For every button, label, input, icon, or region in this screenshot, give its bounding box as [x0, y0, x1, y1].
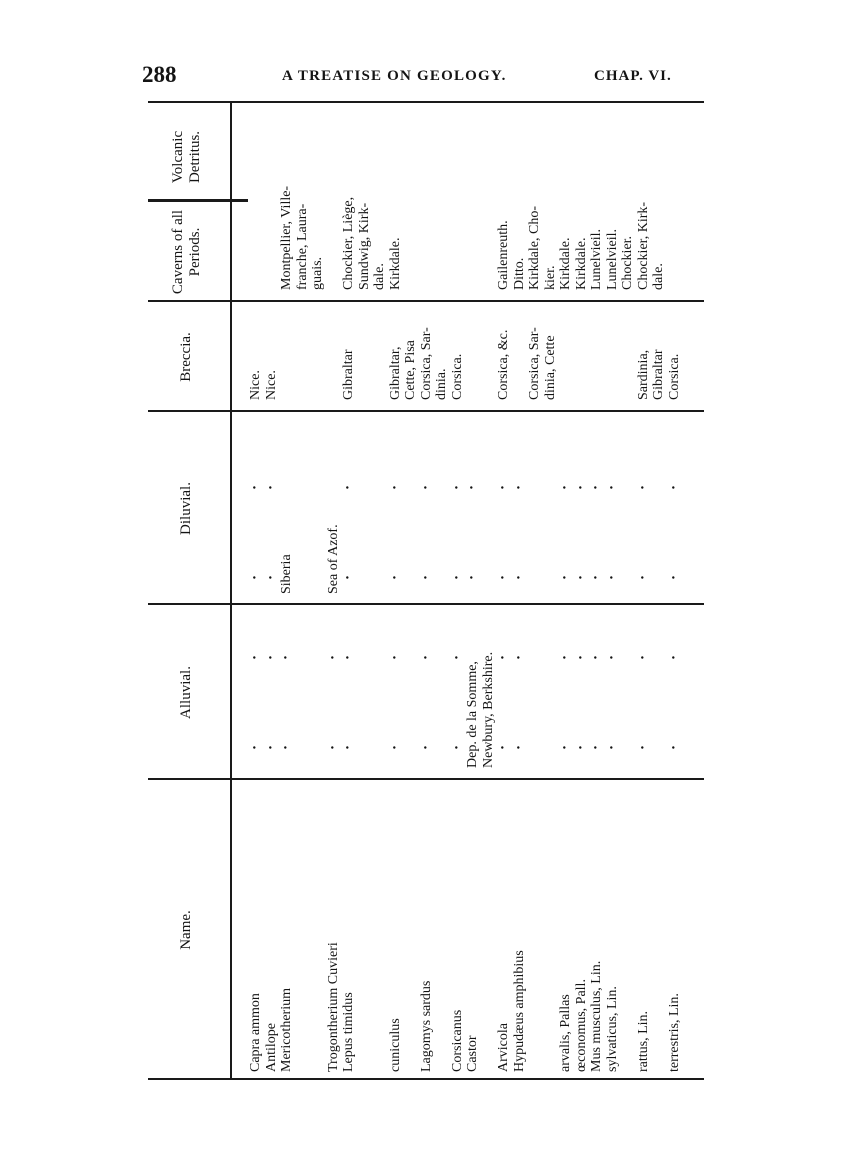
- cell-name: Hypudæus amphibius: [511, 950, 527, 1072]
- leader-dot: ·: [510, 484, 527, 490]
- leader-dot: ·: [262, 654, 279, 660]
- leader-dot: ·: [340, 654, 356, 660]
- leader-dot: ·: [247, 574, 263, 580]
- cell-breccia: Nice.: [263, 370, 279, 400]
- leader-dot: ·: [247, 484, 263, 490]
- chapter-label: CHAP. VI.: [594, 68, 672, 84]
- cell-breccia: Corsica.: [449, 353, 465, 400]
- leader-dot: ·: [588, 654, 604, 660]
- leader-dot: ·: [634, 574, 651, 580]
- cell-caverns: Kirkdale.: [558, 237, 573, 290]
- running-title: A TREATISE ON GEOLOGY.: [282, 68, 507, 84]
- leader-dot: ·: [510, 744, 527, 750]
- cell-name: Lagomys sardus: [418, 980, 434, 1072]
- leader-dot: ·: [386, 654, 403, 660]
- page-number: 288: [142, 62, 177, 87]
- cell-diluvial: Siberia: [279, 554, 294, 594]
- column-header-alluvial: Alluvial.: [178, 666, 194, 719]
- leader-dot: ·: [495, 574, 511, 580]
- cell-breccia: Gibraltar: [651, 349, 666, 400]
- leader-dot: ·: [588, 484, 604, 490]
- leader-dot: ·: [634, 744, 651, 750]
- cell-caverns: Lunelvieil.: [589, 228, 604, 290]
- leader-dot: ·: [603, 654, 620, 660]
- species-distribution-table: [148, 103, 704, 1080]
- cell-name: Trogontherium Cuvieri: [325, 942, 341, 1072]
- leader-dot: ·: [262, 744, 279, 750]
- cell-breccia: dinia, Cette: [542, 335, 558, 400]
- cell-caverns: Gailenreuth.: [496, 220, 511, 290]
- leader-dot: ·: [588, 574, 604, 580]
- leader-dot: ·: [634, 484, 651, 490]
- cell-alluvial: Newbury, Berkshire.: [480, 651, 496, 768]
- leader-dot: ·: [417, 654, 434, 660]
- column-rule: [148, 301, 704, 303]
- leader-dot: ·: [417, 574, 434, 580]
- cell-name: cuniculus: [387, 1018, 403, 1072]
- cell-caverns: Ditto.: [511, 257, 527, 290]
- leader-dot: ·: [665, 744, 682, 750]
- header-rule: [230, 103, 232, 1080]
- column-header-name: Name.: [178, 910, 194, 950]
- cell-caverns: dale.: [651, 263, 666, 290]
- column-header-caverns: Caverns of all Periods.: [170, 209, 203, 295]
- leader-dot: ·: [665, 654, 682, 660]
- cell-caverns: Chockier, Liège,: [341, 196, 356, 290]
- leader-dot: ·: [448, 574, 465, 580]
- leader-dot: ·: [278, 654, 294, 660]
- leader-dot: ·: [386, 574, 403, 580]
- cell-diluvial: Sea of Azof.: [325, 524, 341, 594]
- cell-caverns: Lunelvieil.: [604, 228, 620, 290]
- column-rule: [148, 411, 704, 413]
- leader-dot: ·: [510, 654, 527, 660]
- leader-dot: ·: [262, 574, 279, 580]
- leader-dot: ·: [665, 574, 682, 580]
- cell-breccia: Gibraltar: [341, 349, 356, 400]
- leader-dot: ·: [386, 744, 403, 750]
- leader-dot: ·: [340, 484, 356, 490]
- cell-caverns: Montpellier, Ville-: [279, 185, 294, 290]
- cell-name: rattus, Lin.: [635, 1010, 651, 1072]
- cell-caverns: Kirkdale.: [573, 237, 589, 290]
- cell-caverns: Chockier.: [620, 235, 635, 290]
- cell-breccia: Corsica, &c.: [496, 329, 511, 400]
- cell-name: sylvaticus, Lin.: [604, 986, 620, 1072]
- leader-dot: ·: [510, 574, 527, 580]
- cell-name: œconomus, Pall.: [573, 979, 589, 1072]
- leader-dot: ·: [572, 574, 589, 580]
- leader-dot: ·: [247, 654, 263, 660]
- leader-dot: ·: [572, 654, 589, 660]
- leader-dot: ·: [464, 484, 480, 490]
- cell-name: Antilope: [263, 1023, 279, 1072]
- leader-dot: ·: [572, 744, 589, 750]
- leader-dot: ·: [448, 484, 465, 490]
- leader-dot: ·: [588, 744, 604, 750]
- leader-dot: ·: [495, 744, 511, 750]
- cell-name: Mericotherium: [279, 988, 294, 1072]
- cell-name: Capra ammon: [248, 993, 263, 1072]
- cell-breccia: Nice.: [248, 370, 263, 400]
- leader-dot: ·: [495, 484, 511, 490]
- cell-breccia: Corsica.: [666, 353, 682, 400]
- cell-name: Castor: [465, 1035, 480, 1072]
- cell-breccia: Corsica, Sar-: [418, 327, 434, 400]
- column-rule: [148, 200, 248, 203]
- leader-dot: ·: [262, 484, 279, 490]
- column-header-volcanic: Volcanic Detritus.: [170, 130, 203, 184]
- leader-dot: ·: [557, 574, 573, 580]
- leader-dot: ·: [340, 744, 356, 750]
- column-rule: [148, 779, 704, 781]
- cell-breccia: dinia.: [434, 368, 449, 400]
- leader-dot: ·: [324, 744, 341, 750]
- leader-dot: ·: [603, 574, 620, 580]
- cell-breccia: Gibraltar,: [387, 346, 403, 400]
- cell-name: Mus musculus, Lin.: [589, 960, 604, 1072]
- cell-name: Corsicanus: [449, 1009, 465, 1072]
- cell-caverns: Sundwig, Kirk-: [356, 202, 372, 290]
- leader-dot: ·: [340, 574, 356, 580]
- leader-dot: ·: [417, 744, 434, 750]
- cell-caverns: franche, Laura-: [294, 203, 310, 290]
- leader-dot: ·: [464, 574, 480, 580]
- cell-name: Arvicola: [496, 1023, 511, 1072]
- cell-name: terrestris, Lin.: [666, 993, 682, 1072]
- column-header-breccia: Breccia.: [178, 332, 194, 382]
- leader-dot: ·: [557, 654, 573, 660]
- leader-dot: ·: [603, 744, 620, 750]
- rotated-table-area: [148, 103, 704, 1080]
- leader-dot: ·: [557, 744, 573, 750]
- leader-dot: ·: [665, 484, 682, 490]
- leader-dot: ·: [386, 484, 403, 490]
- cell-name: arvalis, Pallas: [558, 994, 573, 1072]
- leader-dot: ·: [417, 484, 434, 490]
- leader-dot: ·: [278, 744, 294, 750]
- leader-dot: ·: [495, 654, 511, 660]
- cell-caverns: guais.: [310, 256, 325, 290]
- leader-dot: ·: [247, 744, 263, 750]
- leader-dot: ·: [448, 744, 465, 750]
- cell-caverns: dale.: [372, 263, 387, 290]
- cell-name: Lepus timidus: [341, 992, 356, 1072]
- running-header: [0, 62, 850, 92]
- cell-caverns: Kirkdale.: [387, 237, 403, 290]
- leader-dot: ·: [324, 654, 341, 660]
- leader-dot: ·: [572, 484, 589, 490]
- cell-caverns: Kirkdale, Cho-: [527, 206, 542, 290]
- leader-dot: ·: [557, 484, 573, 490]
- cell-alluvial: Dep. de la Somme,: [465, 661, 480, 768]
- cell-breccia: Cette, Pisa: [403, 340, 418, 400]
- cell-caverns: Chockier, Kirk-: [635, 201, 651, 290]
- column-header-diluvial: Diluvial.: [178, 482, 194, 535]
- leader-dot: ·: [603, 484, 620, 490]
- leader-dot: ·: [448, 654, 465, 660]
- column-rule: [148, 604, 704, 606]
- cell-breccia: Sardinia,: [635, 349, 651, 400]
- cell-caverns: kier.: [542, 265, 558, 290]
- leader-dot: ·: [634, 654, 651, 660]
- cell-breccia: Corsica, Sar-: [527, 327, 542, 400]
